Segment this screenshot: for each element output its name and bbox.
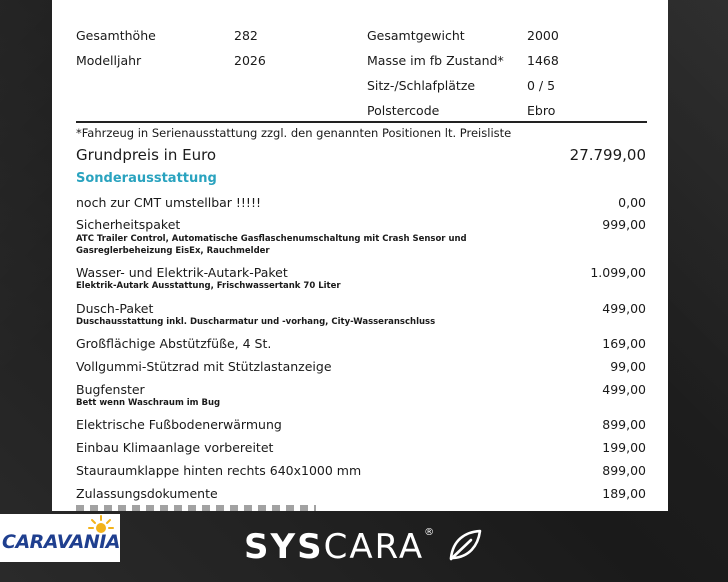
option-description: ATC Trailer Control, Automatische Gasflaschenumschaltung mit Crash Sensor und Gasreglerbeheizung EisEx, Rauchmelder — [76, 234, 467, 256]
option-title: noch zur CMT umstellbar !!!!! — [76, 195, 261, 210]
caravania-wordmark: CARAVANIA — [2, 531, 120, 553]
spec-label: Polstercode — [367, 103, 440, 118]
spec-value: Ebro — [527, 103, 556, 118]
spec-label: Modelljahr — [76, 53, 142, 68]
sonderausstattung-heading: Sonderausstattung — [76, 171, 217, 186]
spec-value: 2026 — [234, 53, 266, 68]
option-price: 189,00 — [602, 486, 646, 501]
option-price: 499,00 — [602, 382, 646, 397]
option-description: Bett wenn Waschraum im Bug — [76, 398, 221, 408]
syscara-bold: SYS — [244, 527, 324, 567]
option-price: 1.099,00 — [590, 265, 646, 280]
option-price: 169,00 — [602, 336, 646, 351]
option-price: 99,00 — [610, 359, 646, 374]
caravania-logo — [0, 514, 120, 562]
spec-label: Sitz-/Schlafplätze — [367, 78, 476, 93]
divider — [76, 121, 647, 123]
option-price: 199,00 — [602, 440, 646, 455]
option-title: Wasser- und Elektrik-Autark-Paket — [76, 265, 288, 280]
grundpreis-value: 27.799,00 — [569, 146, 646, 164]
spec-value: 1468 — [527, 53, 559, 68]
spec-label: Masse im fb Zustand* — [367, 53, 504, 68]
price-sheet — [52, 0, 668, 511]
option-title: Großflächige Abstützfüße, 4 St. — [76, 336, 272, 351]
spec-label: Gesamthöhe — [76, 28, 156, 43]
option-description: Duschausstattung inkl. Duscharmatur und -vorhang, City-Wasseranschluss — [76, 317, 436, 327]
spec-value: 0 / 5 — [527, 78, 556, 93]
option-description: Elektrik-Autark Ausstattung, Frischwassertank 70 Liter — [76, 281, 341, 291]
spec-label: Gesamtgewicht — [367, 28, 465, 43]
option-title: Zulassungsdokumente — [76, 486, 218, 501]
option-price: 899,00 — [602, 463, 646, 478]
option-title: Sicherheitspaket — [76, 217, 181, 232]
option-price: 899,00 — [602, 417, 646, 432]
syscara-light: CARA — [323, 527, 425, 567]
leaf-icon — [447, 528, 483, 562]
spec-value: 2000 — [527, 28, 559, 43]
cut-off-row — [76, 505, 316, 511]
option-title: Vollgummi-Stützrad mit Stützlastanzeige — [76, 359, 332, 374]
option-title: Stauraumklappe hinten rechts 640x1000 mm — [76, 463, 362, 478]
option-price: 999,00 — [602, 217, 646, 232]
option-title: Bugfenster — [76, 382, 145, 397]
option-price: 499,00 — [602, 301, 646, 316]
registered-mark: ® — [424, 527, 435, 538]
option-title: Elektrische Fußbodenerwärmung — [76, 417, 282, 432]
syscara-logo — [244, 527, 434, 567]
grundpreis-label: Grundpreis in Euro — [76, 146, 217, 164]
spec-value: 282 — [234, 28, 258, 43]
footnote: *Fahrzeug in Serienausstattung zzgl. den genannten Positionen lt. Preisliste — [76, 126, 512, 140]
option-price: 0,00 — [618, 195, 646, 210]
option-title: Dusch-Paket — [76, 301, 154, 316]
option-title: Einbau Klimaanlage vorbereitet — [76, 440, 274, 455]
